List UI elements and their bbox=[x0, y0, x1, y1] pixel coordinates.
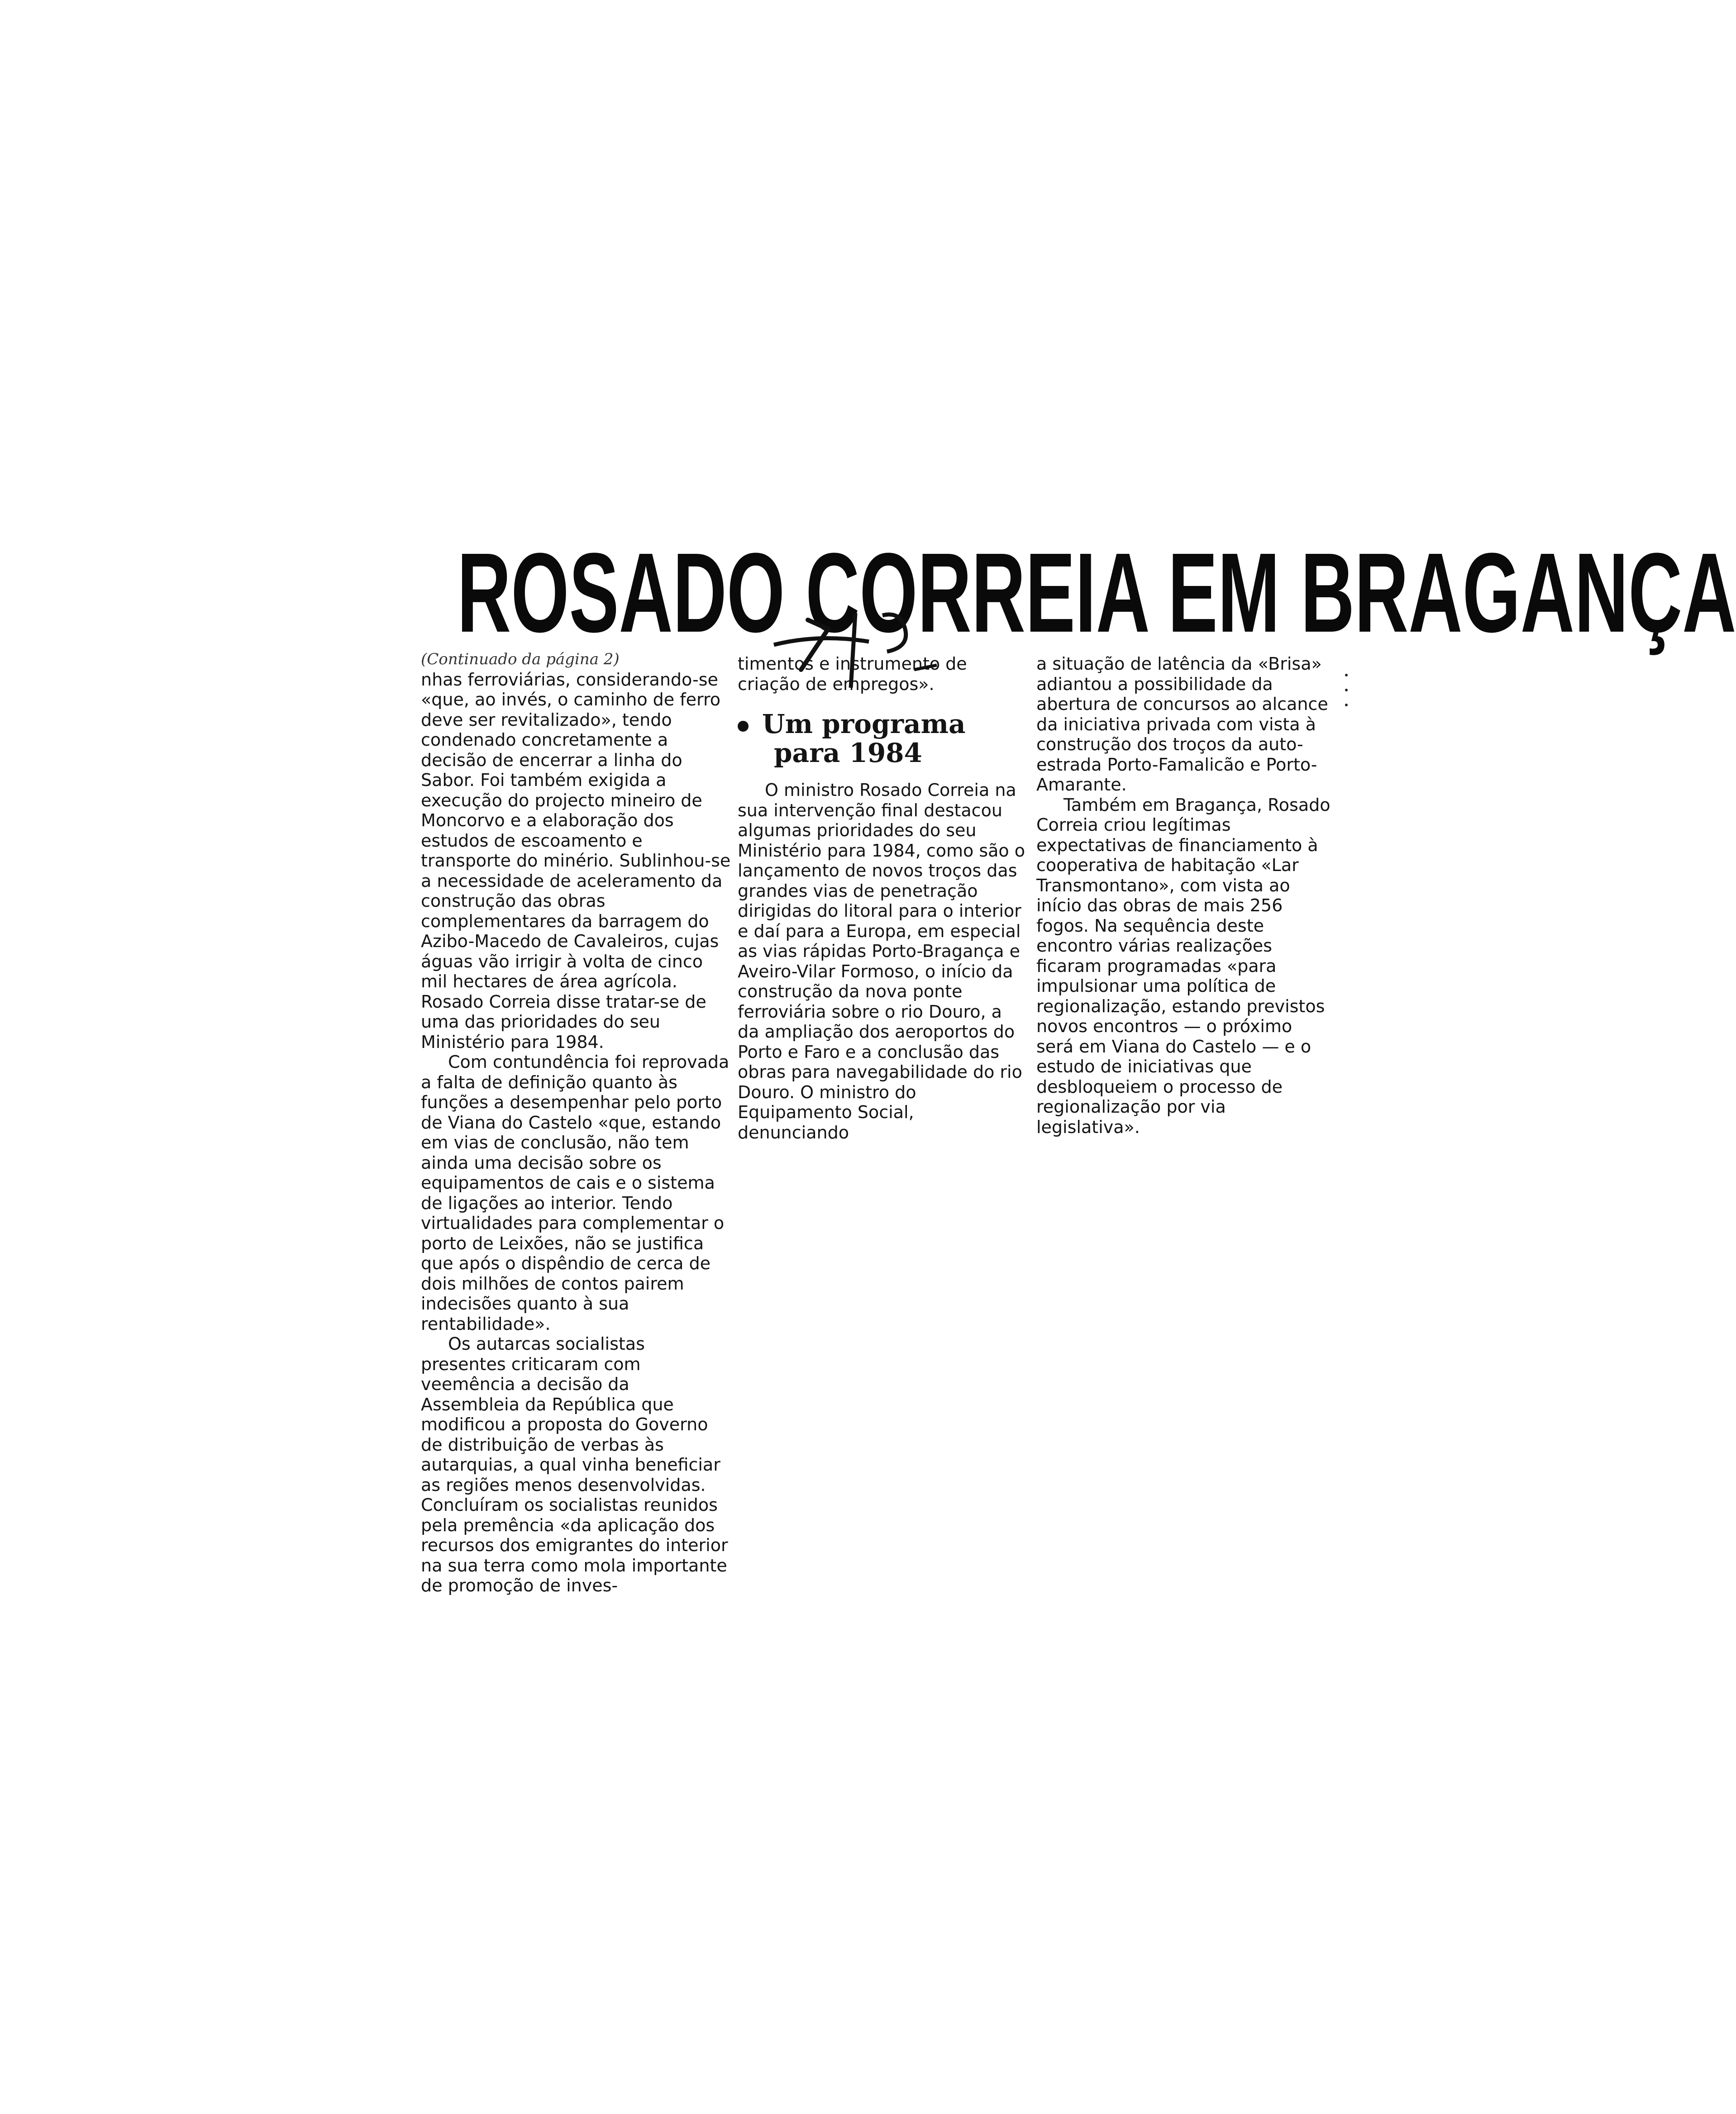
scan-edge-marks bbox=[1342, 670, 1351, 710]
paragraph: nhas ferroviárias, considerando-se «que, ao invés, o caminho de ferro deve ser revitalizado», tendo condenado concretamente a decisão de encerrar a linha do Sabor. Foi também exigida a execução do projecto mineiro de Moncorvo e a elaboração dos estudos de escoamento e transporte do minério. Sublinhou-se a necessidade de aceleramento da construção das obras complementares da barragem do Azibo-Macedo de Cavaleiros, cujas águas vão irrigir à volta de cinco mil hectares de área agrícola. Rosado Correia disse tratar-se de uma das prioridades do seu Ministério para 1984. bbox=[421, 669, 731, 1052]
paragraph: Também em Bragança, Rosado Correia criou legítimas expectativas de financiamento à cooperativa de habitação «Lar Transmontano», com vista ao início das obras de mais 256 fogos. Na sequência deste encontro várias realizações ficaram programadas «para impulsionar uma política de regionalização, estando previstos novos encontros — o próximo será em Viana do Castelo — e o estudo de iniciativas que desbloqueiem o processo de regionalização por via legislativa». bbox=[1036, 795, 1331, 1137]
paragraph: Os autarcas socialistas presentes criticaram com veemência a decisão da Assembleia da República que modificou a proposta do Governo de distribuição de verbas às autarquias, a qual vinha beneficiar as regiões menos desenvolvidas. Concluíram os socialistas reunidos pela premência «da aplicação dos recursos dos emigrantes do interior na sua terra como mola importante de promoção de inves- bbox=[421, 1334, 728, 1595]
continued-note: (Continuado da página 2) bbox=[421, 650, 620, 668]
bullet-icon bbox=[738, 721, 749, 732]
paragraph: O ministro Rosado Correia na sua intervenção final destacou algumas prioridades do seu Ministério para 1984, como são o lançamento de novos troços das grandes vias de penetração dirigidas do litoral para o interior e daí para a Europa, em especial as vias rápidas Porto-Bragança e Aveiro-Vilar Formoso, o início da construção da nova ponte ferroviária sobre o rio Douro, a da ampliação dos aeroportos do Porto e Faro e a conclusão das obras para navegabilidade do rio Douro. O ministro do Equipamento Social, denunciando bbox=[738, 780, 1025, 1143]
paragraph: timentos e instrumento de criação de empregos». bbox=[738, 654, 967, 694]
subheading-line-2: para 1984 bbox=[774, 738, 922, 768]
article-column-1 bbox=[421, 649, 733, 1596]
subheading-line-1: Um programa bbox=[762, 709, 966, 739]
article-column-2 bbox=[738, 654, 1027, 1143]
article-column-3 bbox=[1036, 654, 1331, 1137]
paragraph: a situação de latência da «Brisa» adiantou a possibilidade da abertura de concursos ao alcance da iniciativa privada com vista à construção dos troços da auto-estrada Porto-Famalicão e Porto-Amarante. bbox=[1036, 654, 1328, 795]
paragraph: Com contundência foi reprovada a falta de definição quanto às funções a desempenhar pelo porto de Viana do Castelo «que, estando em vias de conclusão, não tem ainda uma decisão sobre os equipamentos de cais e o sistema de ligações ao interior. Tendo virtualidades para complementar o porto de Leixões, não se justifica que após o dispêndio de cerca de dois milhões de contos pairem indecisões quanto à sua rentabilidade». bbox=[421, 1052, 730, 1334]
subheading bbox=[738, 709, 1027, 767]
headline: ROSADO CORREIA EM BRAGANÇA bbox=[457, 529, 1736, 656]
